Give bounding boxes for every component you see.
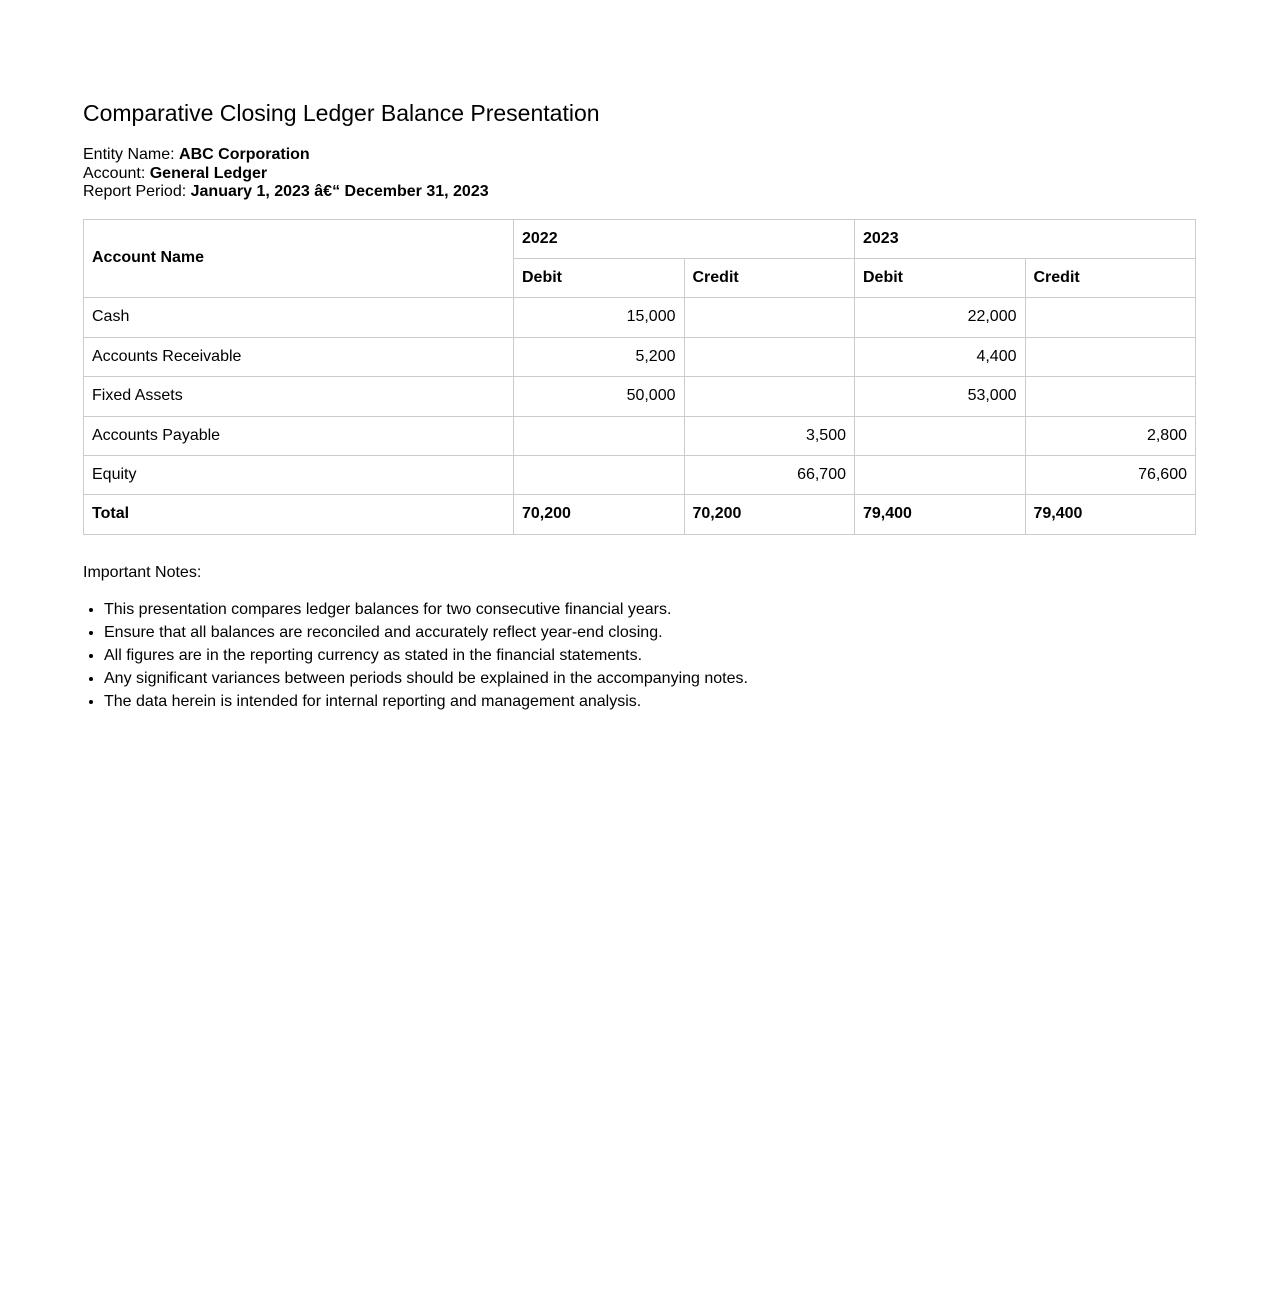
table-row-total [84, 495, 1196, 534]
report-period-value: January 1, 2023 â€“ December 31, 2023 [190, 183, 489, 201]
cell-debit-2023: 53,000 [855, 377, 1026, 416]
cell-credit-2022 [684, 298, 855, 337]
header-debit-2022: Debit [514, 259, 685, 298]
notes-heading: Important Notes: [83, 563, 202, 581]
cell-total-label: Total [84, 495, 514, 534]
cell-total-debit-2022: 70,200 [514, 495, 685, 534]
note-item: • Any significant variances between periods should be explained in the accompanying notes. [104, 667, 1195, 690]
cell-debit-2023 [855, 455, 1026, 494]
cell-credit-2023 [1025, 377, 1196, 416]
note-item: • All figures are in the reporting currency as stated in the financial statements. [104, 644, 1195, 667]
note-item: • The data herein is intended for internal reporting and management analysis. [104, 690, 1195, 713]
note-item: • Ensure that all balances are reconciled and accurately reflect year-end closing. [104, 621, 1195, 644]
cell-debit-2023: 22,000 [855, 298, 1026, 337]
entity-name-value: ABC Corporation [179, 146, 310, 164]
header-debit-2023: Debit [855, 259, 1026, 298]
report-meta [83, 146, 1195, 201]
cell-debit-2022 [514, 455, 685, 494]
table-row-fixed-assets [84, 377, 1196, 416]
notes-list [83, 598, 1195, 713]
cell-total-credit-2023: 79,400 [1025, 495, 1196, 534]
cell-debit-2022: 15,000 [514, 298, 685, 337]
account-label: Account: [83, 164, 146, 182]
table-row-equity [84, 455, 1196, 494]
entity-name-label: Entity Name: [83, 146, 175, 164]
cell-debit-2023: 4,400 [855, 337, 1026, 376]
header-year-2023: 2023 [855, 219, 1196, 258]
ledger-balance-table [83, 219, 1196, 535]
page-title: Comparative Closing Ledger Balance Presentation [83, 100, 600, 126]
table-row-accounts-payable [84, 416, 1196, 455]
header-credit-2022: Credit [684, 259, 855, 298]
cell-account-name: Equity [84, 455, 514, 494]
cell-credit-2023 [1025, 337, 1196, 376]
header-credit-2023: Credit [1025, 259, 1196, 298]
table-header [84, 219, 1196, 298]
cell-credit-2023 [1025, 298, 1196, 337]
cell-account-name: Cash [84, 298, 514, 337]
cell-total-debit-2023: 79,400 [855, 495, 1026, 534]
note-item: • This presentation compares ledger balances for two consecutive financial years. [104, 598, 1195, 621]
header-year-2022: 2022 [514, 219, 855, 258]
cell-debit-2022 [514, 416, 685, 455]
cell-credit-2022 [684, 337, 855, 376]
cell-account-name: Fixed Assets [84, 377, 514, 416]
cell-debit-2022: 50,000 [514, 377, 685, 416]
table-header-row-years [84, 219, 1196, 258]
cell-account-name: Accounts Payable [84, 416, 514, 455]
cell-credit-2022: 66,700 [684, 455, 855, 494]
account-value: General Ledger [149, 164, 268, 182]
cell-debit-2022: 5,200 [514, 337, 685, 376]
cell-credit-2023: 2,800 [1025, 416, 1196, 455]
cell-credit-2023: 76,600 [1025, 455, 1196, 494]
cell-credit-2022: 3,500 [684, 416, 855, 455]
table-row-accounts-receivable [84, 337, 1196, 376]
table-row-cash [84, 298, 1196, 337]
cell-account-name: Accounts Receivable [84, 337, 514, 376]
header-account-name: Account Name [84, 219, 514, 298]
cell-total-credit-2022: 70,200 [684, 495, 855, 534]
report-period-label: Report Period: [83, 183, 187, 201]
table-body [84, 298, 1196, 534]
cell-debit-2023 [855, 416, 1026, 455]
cell-credit-2022 [684, 377, 855, 416]
